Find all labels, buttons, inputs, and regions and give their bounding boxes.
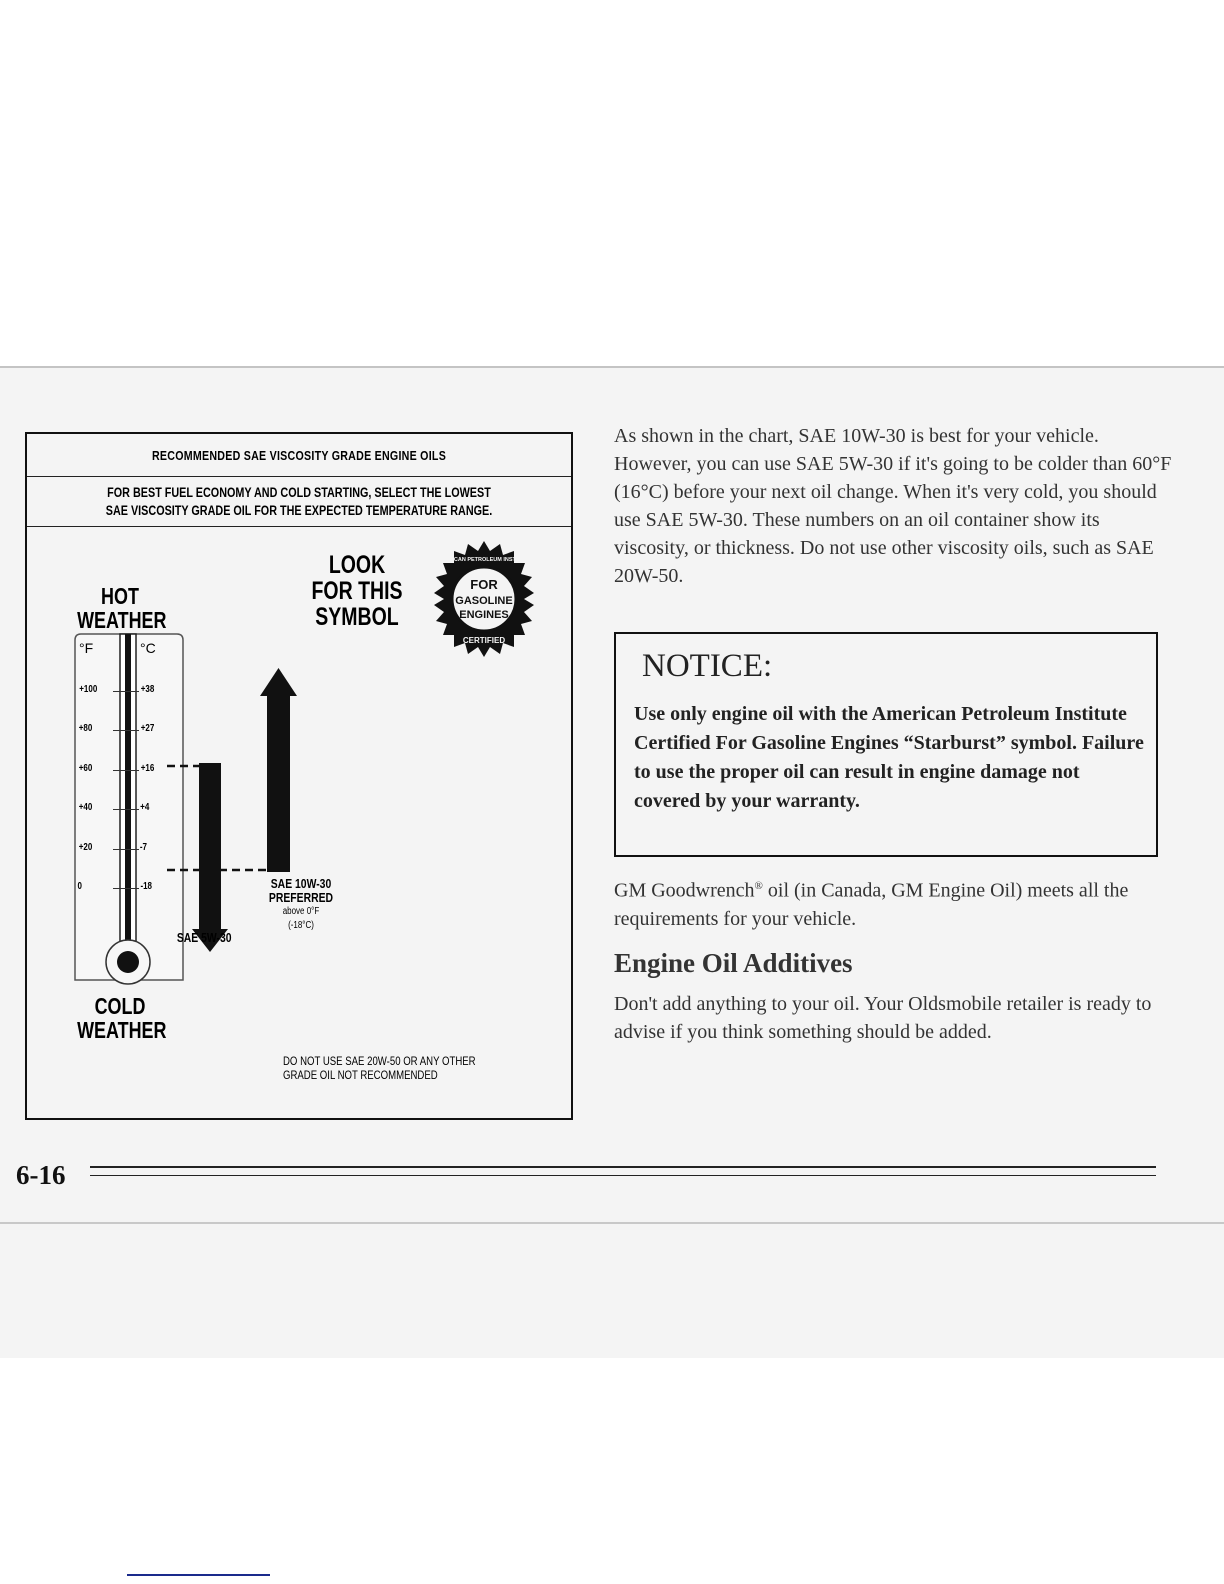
symbol-top-text: AMERICAN PETROLEUM INSTITUTE (436, 557, 532, 563)
chart-subtitle-line1: FOR BEST FUEL ECONOMY AND COLD STARTING, SELECT THE LOWEST (107, 485, 491, 500)
viscosity-chart (25, 432, 573, 1120)
fahrenheit-tick: +80 (78, 723, 93, 735)
page-top-edge (0, 366, 1224, 368)
cold-label-line1: COLD (94, 993, 146, 1019)
tick-mark (113, 691, 139, 692)
registered-mark: ® (754, 880, 763, 892)
cold-label-line2: WEATHER (77, 1017, 167, 1043)
chart-title: RECOMMENDED SAE VISCOSITY GRADE ENGINE OILS (151, 448, 447, 463)
symbol-line3: ENGINES (459, 609, 509, 621)
look-line2: FOR THIS (311, 577, 403, 605)
sae-10w30-arrow-icon (260, 668, 297, 696)
chart-subtitle-line2: SAE VISCOSITY GRADE OIL FOR THE EXPECTED TEMPERATURE RANGE. (105, 503, 493, 518)
sae-5w30-range-bar (199, 763, 221, 931)
page-number: 6-16 (16, 1160, 66, 1190)
fahrenheit-tick: +60 (78, 762, 93, 774)
preferred-oil-label (261, 877, 341, 933)
additives-paragraph: Don't add anything to your oil. Your Oldsmobile retailer is ready to advise if you think something should be added. (614, 993, 1152, 1043)
notice-box (614, 632, 1158, 857)
hot-label-line2: WEATHER (77, 607, 167, 633)
notice-body: Use only engine oil with the American Petroleum Institute Certified For Gasoline Engines “Starburst” symbol. Failure to use the proper oil can result in engine damage not covered by your warranty. (634, 703, 1144, 812)
hot-weather-label (77, 583, 167, 633)
hot-label-line1: HOT (101, 583, 139, 609)
celsius-tick: +16 (140, 762, 155, 774)
symbol-bottom-text: CERTIFIED (462, 636, 506, 645)
celsius-tick: -18 (140, 881, 153, 892)
page-bottom-edge (0, 1222, 1224, 1224)
notice-title: NOTICE: (642, 648, 773, 684)
footer-rule-bottom (90, 1175, 1156, 1176)
symbol-line1: FOR (470, 577, 498, 592)
goodwrench-text: oil (in Canada, GM Engine Oil) meets all the requirements for your vehicle. (614, 879, 1129, 930)
look-for-symbol-label (310, 552, 404, 630)
look-line3: SYMBOL (315, 603, 399, 631)
preferred-line4: (-18°C) (288, 920, 314, 931)
tick-mark (113, 849, 139, 850)
chart-subtitle-divider (27, 526, 571, 527)
do-not-use-warning (283, 1054, 476, 1082)
celsius-tick: +4 (140, 802, 150, 814)
tick-mark (113, 730, 139, 731)
goodwrench-brand: GM Goodwrench (614, 879, 755, 902)
tick-mark (113, 888, 139, 889)
chart-title-divider (27, 476, 571, 477)
intro-paragraph: As shown in the chart, SAE 10W-30 is best for your vehicle. However, you can use SAE 5W-30 if it's going to be colder than 60°F (16°C) before your next oil change. When it's very cold, you should use SAE 5W-30. These numbers on an oil container show its viscosity, or thickness. Do not use other viscosity oils, such as SAE 20W-50. (614, 425, 1172, 587)
preferred-line3: above 0°F (282, 906, 320, 917)
tick-mark (113, 770, 139, 771)
starburst-certification-icon (424, 539, 544, 659)
fahrenheit-tick: +20 (78, 841, 93, 853)
footer-rule-top (90, 1166, 1156, 1168)
fahrenheit-unit: °F (79, 640, 94, 656)
bottom-accent-line (127, 1574, 270, 1576)
preferred-line2: PREFERRED (268, 890, 334, 905)
symbol-line2: GASOLINE (455, 595, 513, 607)
warning-line1: DO NOT USE SAE 20W-50 OR ANY OTHER (283, 1054, 476, 1068)
look-line1: LOOK (328, 551, 386, 579)
section-heading: Engine Oil Additives (614, 948, 853, 978)
sae-5w30-label: SAE 5W-30 (176, 930, 232, 945)
celsius-tick: +38 (140, 684, 155, 695)
fahrenheit-tick: +100 (79, 684, 98, 695)
preferred-line1: SAE 10W-30 (270, 876, 332, 891)
sae-10w30-range-bar (267, 692, 290, 872)
warning-line2: GRADE OIL NOT RECOMMENDED (283, 1068, 438, 1082)
celsius-unit: °C (140, 640, 156, 656)
fahrenheit-tick: +40 (78, 802, 93, 814)
celsius-tick: +27 (140, 723, 155, 735)
goodwrench-paragraph (614, 872, 1174, 933)
tick-mark (113, 809, 139, 810)
fahrenheit-tick: 0 (77, 881, 83, 892)
celsius-tick: -7 (139, 841, 148, 853)
